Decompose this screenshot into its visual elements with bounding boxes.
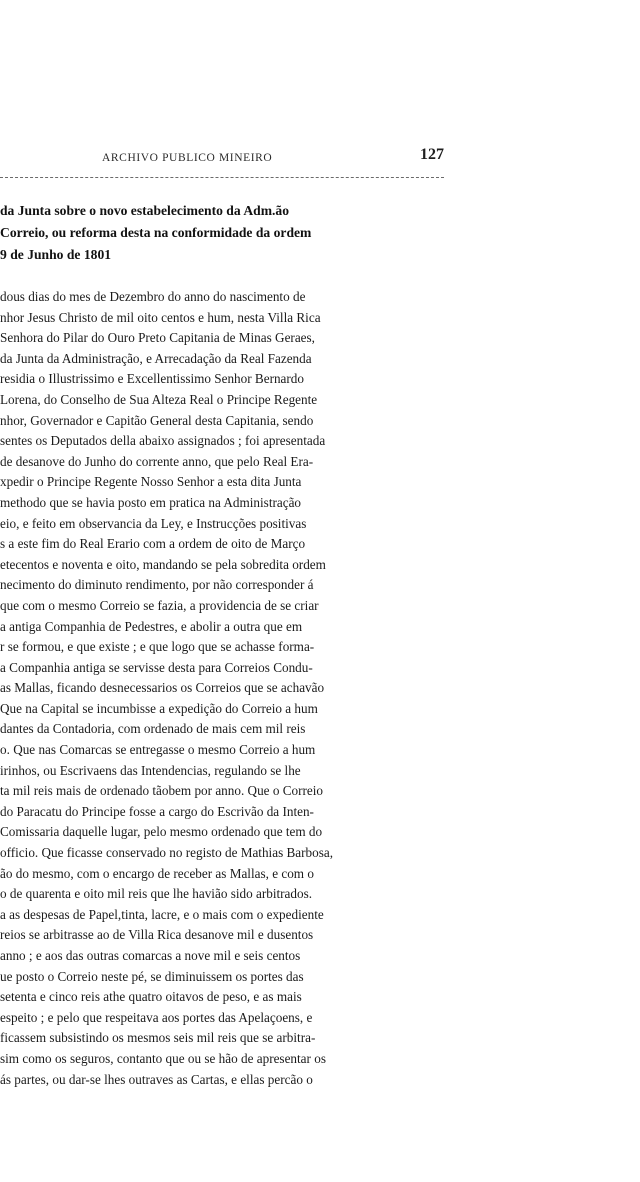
body-line: de desanove do Junho do corrente anno, que pelo Real Era- xyxy=(0,453,314,469)
body-line: a Companhia antiga se servisse desta para Correios Condu- xyxy=(0,659,313,675)
body-line: sentes os Deputados della abaixo assignados ; foi apresentada xyxy=(0,433,326,449)
body-line: o de quarenta e oito mil reis que lhe havião sido arbitrados. xyxy=(0,886,313,902)
body-line: Senhora do Pilar do Ouro Preto Capitania de Minas Geraes, xyxy=(0,330,315,346)
body-line: espeito ; e pelo que respeitava aos portes das Apelaçoens, e xyxy=(0,1009,313,1025)
body-line: nhor, Governador e Capitão General desta Capitania, sendo xyxy=(0,412,314,428)
body-line: s a este fim do Real Erario com a ordem de oito de Março xyxy=(0,536,306,552)
body-line: Comissaria daquelle lugar, pelo mesmo ordenado que tem do xyxy=(0,824,323,840)
body-line: nhor Jesus Christo de mil oito centos e hum, nesta Villa Rica xyxy=(0,309,321,325)
page-number: 127 xyxy=(420,146,444,163)
body-line: as Mallas, ficando desnecessarios os Correios que se achavão xyxy=(0,680,325,696)
heading-line: Correio, ou reforma desta na conformidade da ordem xyxy=(0,225,312,240)
body-line: Lorena, do Conselho de Sua Alteza Real o Principe Regente xyxy=(0,391,318,407)
body-line: necimento do diminuto rendimento, por não corresponder á xyxy=(0,577,314,593)
body-line: reios se arbitrasse ao de Villa Rica desanove mil e dusentos xyxy=(0,927,314,943)
body-line: ão do mesmo, com o encargo de receber as Mallas, e com o xyxy=(0,865,314,881)
body-line: ta mil reis mais de ordenado tãobem por anno. Que o Correio xyxy=(0,783,324,799)
body-line: anno ; e aos das outras comarcas a nove mil e seis centos xyxy=(0,948,301,963)
running-head xyxy=(90,146,444,170)
body-line: ficassem subsistindo os mesmos seis mil reis que se arbitra- xyxy=(0,1030,316,1046)
body-line: eio, e feito em observancia da Ley, e Instrucções positivas xyxy=(0,515,307,531)
body-line: residia o Illustrissimo e Excellentissimo Senhor Bernardo xyxy=(0,371,304,387)
body-line: a antiga Companhia de Pedestres, e abolir a outra que em xyxy=(0,618,303,634)
body-line: etecentos e noventa e oito, mandando se pela sobredita ordem xyxy=(0,556,326,572)
body-line: que com o mesmo Correio se fazia, a providencia de se criar xyxy=(0,597,319,613)
body-line: do Paracatu do Principe fosse a cargo do Escrivão da Inten- xyxy=(0,803,314,819)
running-title: ARCHIVO PUBLICO MINEIRO xyxy=(102,152,273,164)
body-line: xpedir o Principe Regente Nosso Senhor a esta dita Junta xyxy=(0,474,302,490)
heading-line: 9 de Junho de 1801 xyxy=(0,247,112,262)
body-text xyxy=(0,287,450,1090)
body-line: ás partes, ou dar-se lhes outraves as Cartas, e ellas percão o xyxy=(0,1071,313,1087)
header-rule xyxy=(0,177,444,178)
body-line: dous dias do mes de Dezembro do anno do nascimento de xyxy=(0,289,306,304)
body-line: dantes da Contadoria, com ordenado de mais cem mil reis xyxy=(0,721,306,737)
body-line: a as despesas de Papel,tinta, lacre, e o mais com o expediente xyxy=(0,906,324,922)
body-line: officio. Que ficasse conservado no registo de Mathias Barbosa, xyxy=(0,845,334,861)
body-line: methodo que se havia posto em pratica na Administração xyxy=(0,494,302,510)
body-line: r se formou, e que existe ; e que logo que se achasse forma- xyxy=(0,639,315,655)
section-heading xyxy=(0,200,450,266)
body-line: sim como os seguros, contanto que ou se hão de apresentar os xyxy=(0,1050,326,1066)
body-line: o. Que nas Comarcas se entregasse o mesmo Correio a hum xyxy=(0,742,316,758)
body-line: setenta e cinco reis athe quatro oitavos de peso, e as mais xyxy=(0,989,302,1005)
body-line: Que na Capital se incumbisse a expedição do Correio a hum xyxy=(0,700,318,716)
body-line: ue posto o Correio neste pé, se diminuissem os portes das xyxy=(0,968,304,984)
body-line: da Junta da Administração, e Arrecadação da Real Fazenda xyxy=(0,350,312,366)
heading-line: da Junta sobre o novo estabelecimento da Adm.ão xyxy=(0,203,290,218)
body-line: irinhos, ou Escrivaens das Intendencias, regulando se lhe xyxy=(0,762,301,778)
